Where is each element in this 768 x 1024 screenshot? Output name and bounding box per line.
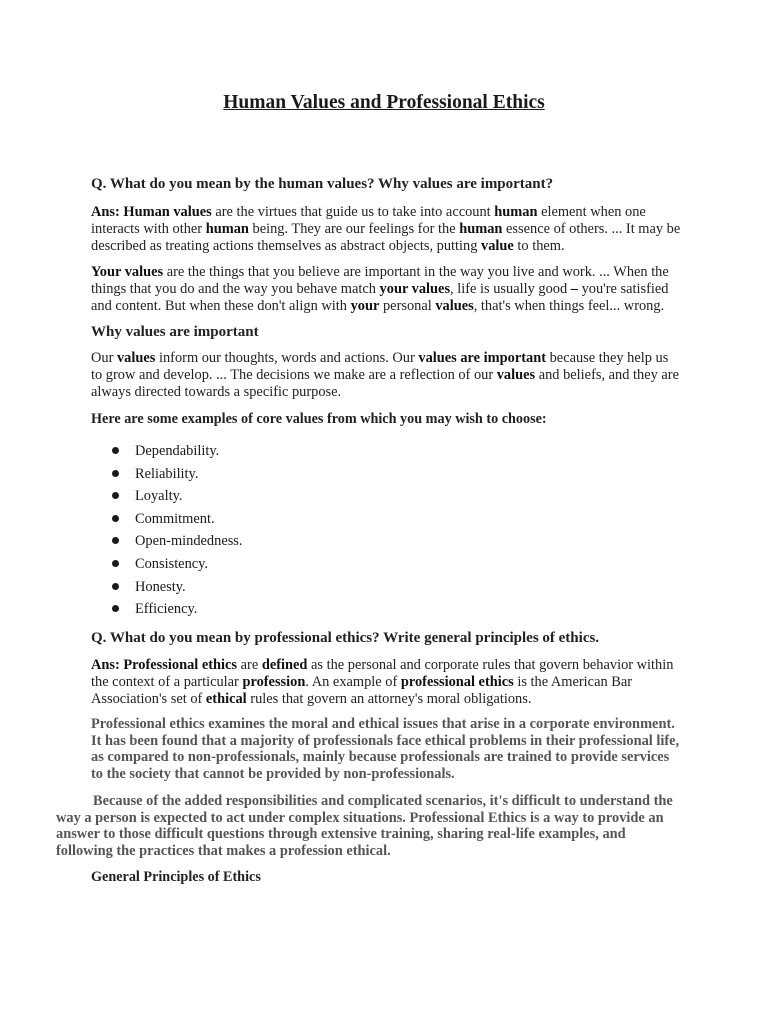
emphasis-text: ethical [205, 690, 247, 707]
emphasis-text: human [459, 220, 503, 237]
body-text: essence of others. ... It may be described as treating actions themselves as abstract objects, putting [91, 220, 681, 254]
body-text: , life is usually good [450, 280, 571, 297]
emphasis-text: profession [242, 673, 306, 690]
list-item-label: Loyalty. [135, 488, 183, 505]
body-text: , that's when things feel... wrong. [473, 297, 665, 314]
body-text: are [237, 657, 262, 673]
body-text: inform our thoughts, words and actions. Our [155, 350, 419, 366]
body-text: are the things that you believe are important in the way you live and work. ... When the things that you do and the way you behave match [91, 264, 669, 297]
list-item [91, 440, 243, 463]
bullet-icon [112, 492, 119, 499]
why-values-paragraph [91, 350, 681, 400]
list-item-label: Consistency. [135, 555, 209, 572]
body-text: is the American Bar Association's set of [91, 673, 633, 707]
body-text: because they help us to grow and develop. ... The decisions we make are a reflection of our [91, 350, 669, 383]
bullet-icon [112, 583, 119, 590]
bullet-icon [112, 515, 119, 522]
list-item [91, 530, 243, 553]
your-values-paragraph [91, 264, 681, 314]
emphasis-text: defined [261, 657, 308, 673]
list-item [91, 463, 243, 486]
responsibilities-text: Because of the added responsibilities and complicated scenarios, it's difficult to understand the way a person is expected to act under complex situations. Professional Ethics is a way to provide an answer to those difficult questions through extensive training, sharing real-life examples, and following the practices that makes a profession ethical. [56, 793, 673, 860]
body-text: element when one interacts with other [91, 204, 646, 237]
emphasis-text: values [116, 350, 156, 366]
question-2: Q. What do you mean by professional ethics? Write general principles of ethics. [91, 630, 600, 646]
emphasis-text: Ans: Professional ethics [91, 657, 238, 673]
emphasis-text: Your values [91, 264, 164, 280]
list-item-label: Commitment. [135, 510, 215, 527]
responsibilities-paragraph [56, 793, 681, 860]
list-item-label: Dependability. [135, 443, 220, 459]
emphasis-text: human [205, 220, 249, 237]
bullet-icon [112, 560, 119, 567]
why-values-heading: Why values are important [91, 324, 259, 340]
core-values-list [91, 440, 243, 621]
emphasis-text: your values [379, 280, 451, 297]
list-item [91, 553, 243, 576]
list-item [91, 598, 243, 621]
general-principles-heading: General Principles of Ethics [91, 869, 261, 885]
body-text: and beliefs, and they are always directed towards a specific purpose. [91, 366, 679, 400]
emphasis-text: professional ethics [400, 673, 514, 690]
list-item [91, 576, 243, 599]
body-text: as the personal and corporate rules that govern behavior within the context of a particular [91, 657, 674, 690]
list-item-label: Reliability. [135, 465, 199, 482]
body-text: . An example of [305, 673, 401, 690]
emphasis-text: Ans: Human values [91, 204, 212, 220]
list-item-label: Honesty. [135, 578, 186, 595]
question-1: Q. What do you mean by the human values? Why values are important? [91, 176, 554, 192]
emphasis-text: values [496, 366, 536, 383]
body-text: rules that govern an attorney's moral obligations. [246, 690, 532, 707]
bullet-icon [112, 447, 119, 454]
emphasis-text: your [350, 297, 380, 314]
page-title: Human Values and Professional Ethics [223, 92, 545, 113]
emphasis-text: values [435, 297, 474, 314]
answer-2-paragraph [91, 657, 681, 707]
body-text: are the virtues that guide us to take into account [211, 204, 495, 220]
professional-ethics-paragraph: Professional ethics examines the moral and ethical issues that arise in a corporate environment. It has been found that a majority of professionals face ethical problems in their professional life, as compared to non-professionals, mainly because professionals are trained to provide services to the society that cannot be provided by non-professionals. [91, 716, 680, 783]
body-text: to them. [513, 237, 565, 254]
body-text: personal [379, 297, 436, 314]
answer-1-paragraph [91, 204, 681, 254]
body-text: being. They are our feelings for the [248, 220, 460, 237]
emphasis-text: human [494, 204, 538, 220]
bullet-icon [112, 470, 119, 477]
list-item [91, 508, 243, 531]
bullet-icon [112, 605, 119, 612]
emphasis-text: – [570, 280, 578, 297]
list-item-label: Efficiency. [135, 601, 198, 618]
body-text: you're satisfied and content. But when these don't align with [91, 280, 669, 314]
bullet-icon [112, 537, 119, 544]
examples-intro: Here are some examples of core values from which you may wish to choose: [91, 411, 547, 427]
list-item [91, 485, 243, 508]
body-text: Our [91, 350, 117, 366]
emphasis-text: value [481, 237, 514, 254]
emphasis-text: values are important [418, 350, 547, 366]
list-item-label: Open-mindedness. [135, 533, 243, 550]
